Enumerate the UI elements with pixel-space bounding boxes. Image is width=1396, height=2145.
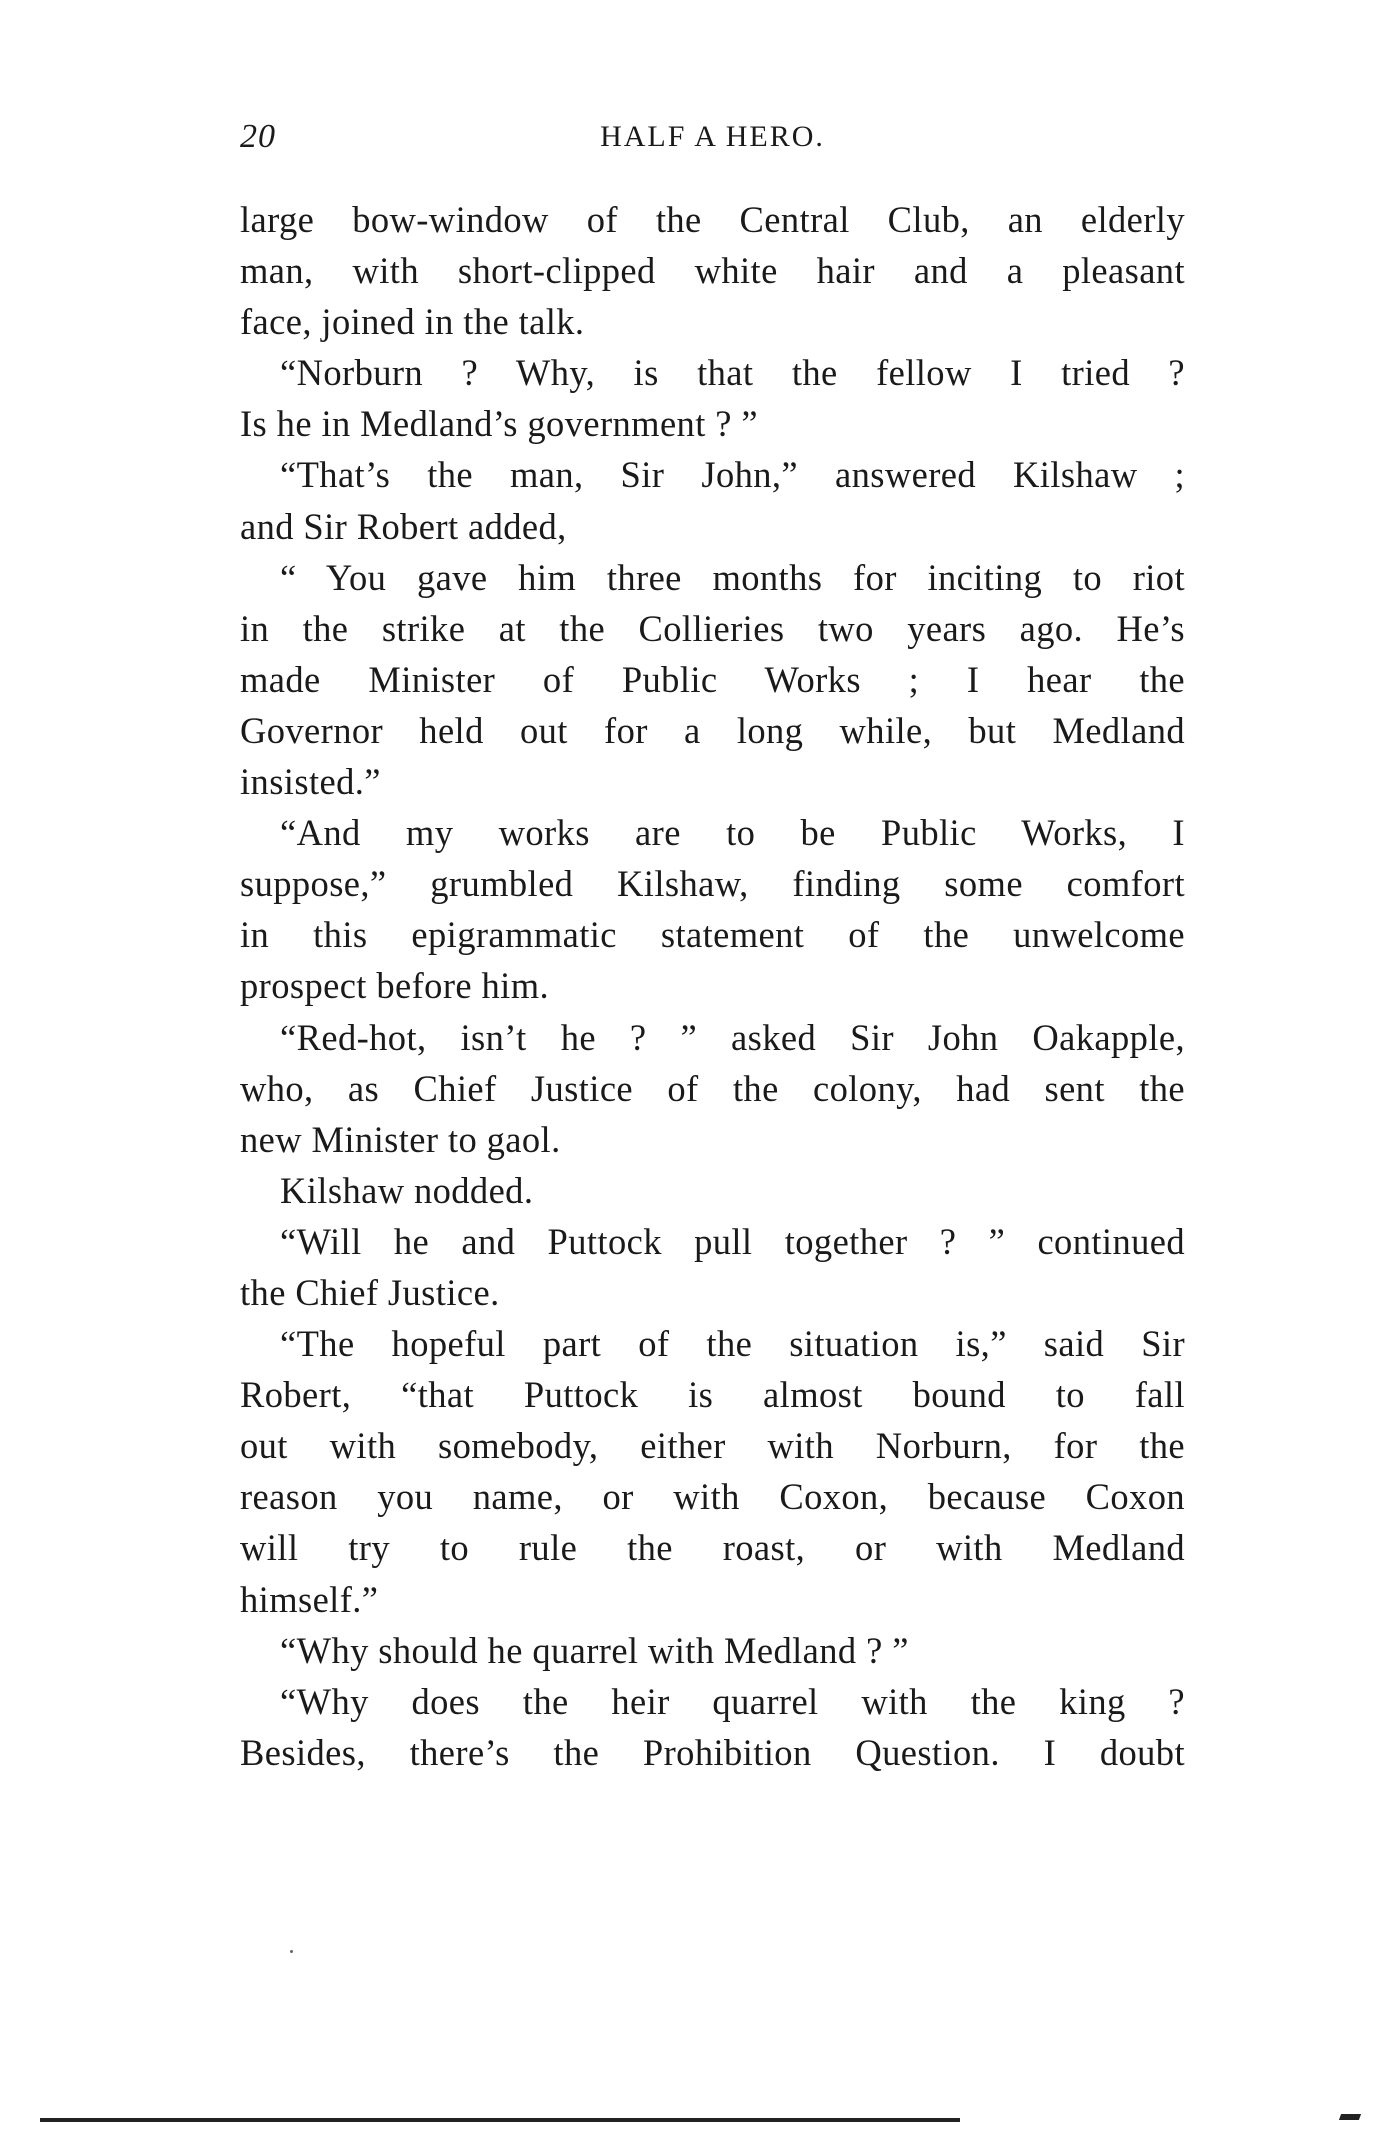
body-text xyxy=(240,194,1185,1778)
text-line: Kilshaw nodded. xyxy=(280,1169,534,1211)
text-line: face, joined in the talk. xyxy=(240,301,585,343)
text-line: “The hopeful part of the situation is,” said Sir xyxy=(280,1323,1185,1365)
text-line: new Minister to gaol. xyxy=(240,1118,561,1160)
text-line: and Sir Robert added, xyxy=(240,505,567,547)
text-line: suppose,” grumbled Kilshaw, finding some comfort xyxy=(240,863,1185,905)
signature-mark xyxy=(1339,2114,1361,2120)
text-line: “Norburn ? Why, is that the fellow I tried ? xyxy=(280,352,1185,394)
text-line: insisted.” xyxy=(240,761,381,803)
text-line: the Chief Justice. xyxy=(240,1271,500,1313)
text-line: “Why does the heir quarrel with the king ? xyxy=(280,1680,1185,1722)
print-speck xyxy=(290,1950,293,1953)
text-line: Is he in Medland’s government ? ” xyxy=(240,403,758,445)
bottom-rule xyxy=(40,2118,960,2122)
text-line: made Minister of Public Works ; I hear the xyxy=(240,658,1185,700)
running-head xyxy=(240,118,1185,162)
text-line: “And my works are to be Public Works, I xyxy=(280,812,1185,854)
running-title: HALF A HERO. xyxy=(600,120,825,153)
text-line: Besides, there’s the Prohibition Question. I doubt xyxy=(240,1731,1185,1773)
text-line: Robert, “that Puttock is almost bound to fall xyxy=(240,1374,1185,1416)
text-line: “Will he and Puttock pull together ? ” continued xyxy=(280,1220,1185,1262)
text-line: large bow-window of the Central Club, an elderly xyxy=(240,199,1185,240)
page-number: 20 xyxy=(240,118,276,155)
text-line: himself.” xyxy=(240,1578,379,1620)
text-line: “Red-hot, isn’t he ? ” asked Sir John Oakapple, xyxy=(280,1016,1185,1058)
text-line: reason you name, or with Coxon, because Coxon xyxy=(240,1476,1185,1518)
text-line: will try to rule the roast, or with Medland xyxy=(240,1527,1185,1569)
text-line: “Why should he quarrel with Medland ? ” xyxy=(280,1629,909,1671)
text-line: “ You gave him three months for inciting to riot xyxy=(280,556,1185,598)
text-line: prospect before him. xyxy=(240,965,550,1007)
text-line: Governor held out for a long while, but Medland xyxy=(240,709,1185,751)
text-line: out with somebody, either with Norburn, for the xyxy=(240,1425,1185,1467)
text-line: “That’s the man, Sir John,” answered Kilshaw ; xyxy=(280,454,1185,496)
text-line: man, with short-clipped white hair and a pleasant xyxy=(240,250,1185,292)
text-line: in this epigrammatic statement of the unwelcome xyxy=(240,914,1185,956)
text-line: who, as Chief Justice of the colony, had sent the xyxy=(240,1067,1185,1109)
text-line: in the strike at the Collieries two years ago. He’s xyxy=(240,607,1185,649)
